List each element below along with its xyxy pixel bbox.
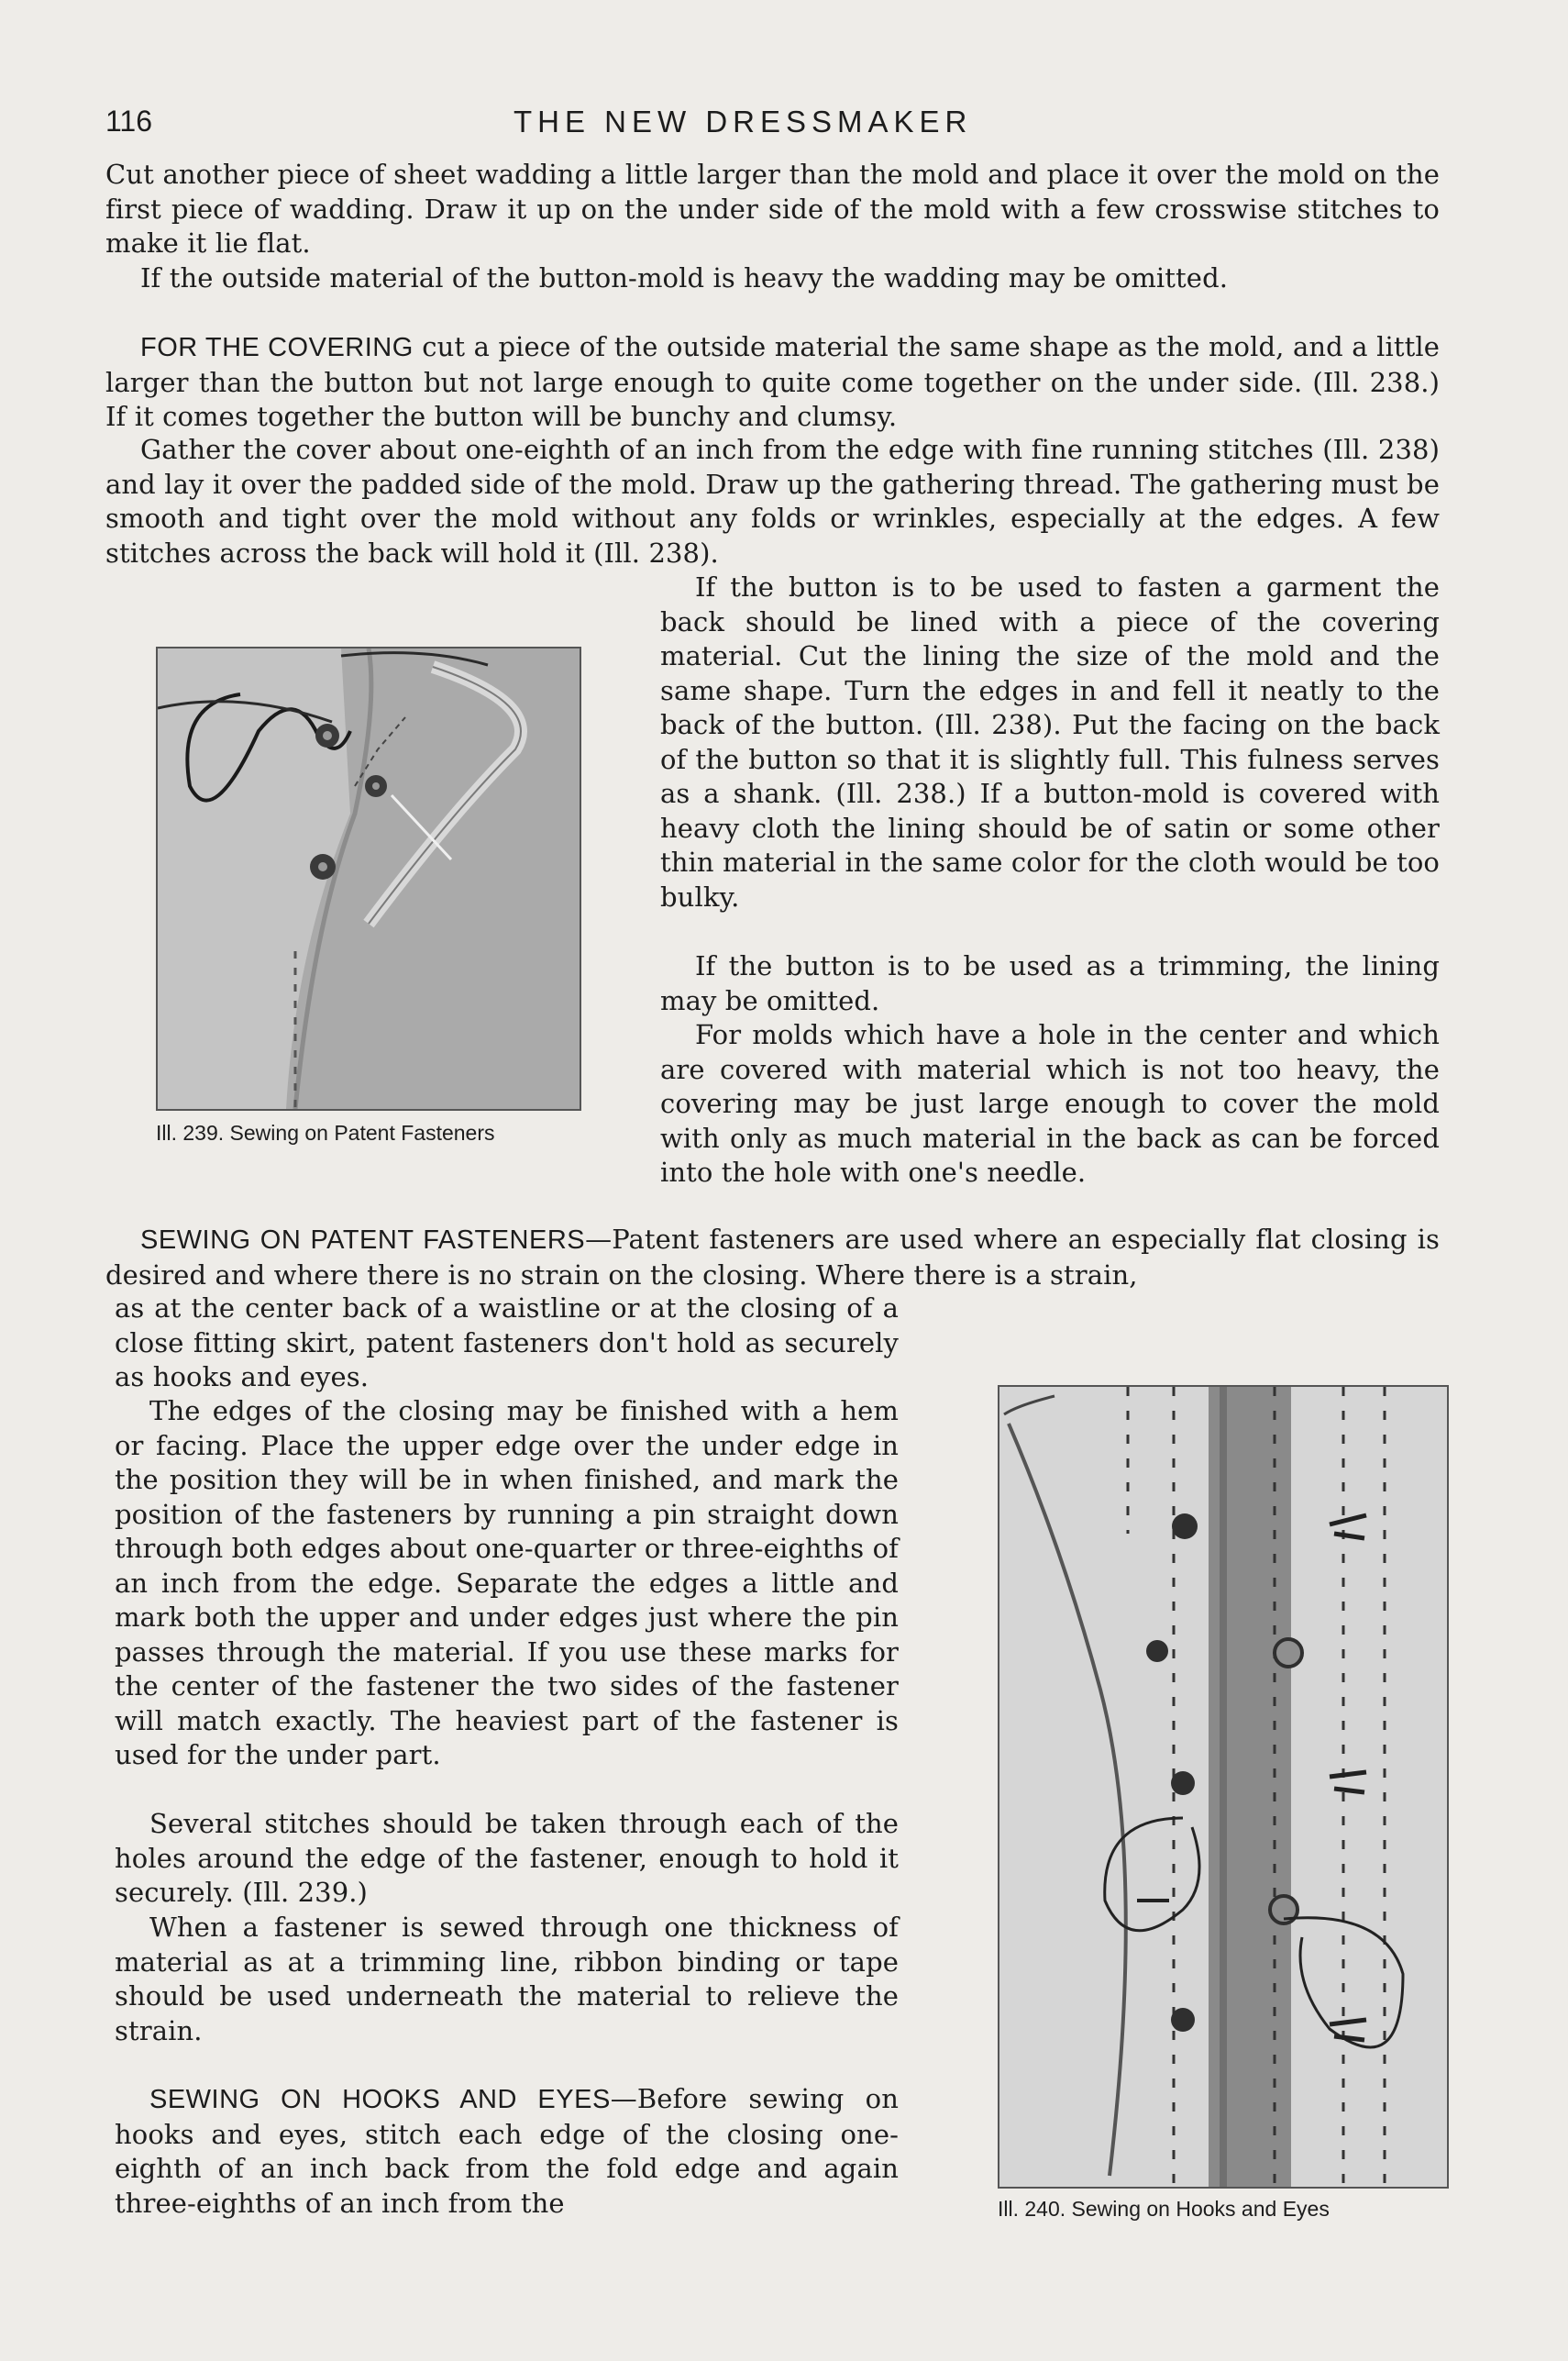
heading-hooks-and-eyes: SEWING ON HOOKS AND EYES <box>149 2085 611 2114</box>
paragraph-button-fasten: If the button is to be used to fasten a garment the back should be lined with a piece of the covering material. Cut the lining the size of the mold and the same shape. Turn the edges in and fell it neatly to the back of the button. (Ill. 238). Put the facing on the back of the button so that it is slightly full. This fulness serves as a shank. (Ill. 238.) If a button-mold is covered with heavy cloth the lining should be of satin or some other thin material in the same color for the cloth would be too bulky. <box>660 571 1440 913</box>
paragraph-button-trimming: If the button is to be used as a trimming, the lining may be omitted. <box>660 950 1440 1016</box>
paragraph-closing-edges: The edges of the closing may be finished with a hem or facing. Place the upper edge over the under edge in the position they will be in when finished, and mark the position of the fasteners by running a pin straight down through both edges about one-quarter or three-eighths of an inch from the edge. Separate the edges a little and mark both the upper and under edges just where the pin passes through the material. If you use these marks for the center of the fastener the two sides of the fastener will match exactly. The heaviest part of the fastener is used for the under part. <box>115 1395 899 1770</box>
paragraph-wadding: Cut another piece of sheet wadding a little larger than the mold and place it over the mold on the first piece of wadding. Draw it up on the under side of the mold with a few crosswise stitches to make it lie flat. <box>105 159 1440 259</box>
hooks-and-eyes-illustration <box>999 1387 1447 2187</box>
figure-239-photo <box>156 647 581 1111</box>
figure-239-caption: Ill. 239. Sewing on Patent Fasteners <box>156 1121 495 1145</box>
figure-240-photo <box>998 1385 1449 2189</box>
paragraph-covering <box>105 330 1440 435</box>
paragraph-wadding-omitted: If the outside material of the button-mold is heavy the wadding may be omitted. <box>140 262 1229 294</box>
paragraph-hooks-and-eyes <box>115 2082 899 2221</box>
paragraph-several-stitches: Several stitches should be taken through each of the holes around the edge of the fastener, enough to hold it securely. (Ill. 239.) <box>115 1808 899 1908</box>
paragraph-patent-fasteners-text: —Patent fasteners are used where an especially flat closing is desired and where there is no strain on the closing. Where there is a strain, <box>105 1224 1440 1291</box>
paragraph-molds-with-hole: For molds which have a hole in the center and which are covered with material which is not too heavy, the covering may be just large enough to cover the mold with only as much material in the back as can be forced into the hole with one's needle. <box>660 1019 1440 1188</box>
heading-patent-fasteners: SEWING ON PATENT FASTENERS <box>140 1225 586 1255</box>
paragraph-patent-fasteners-cont: as at the center back of a waistline or at the closing of a close fitting skirt, patent fasteners don't hold as securely as hooks and eyes. <box>115 1292 899 1392</box>
paragraph-patent-fasteners <box>105 1223 1440 1292</box>
page-number: 116 <box>105 105 153 138</box>
running-title: THE NEW DRESSMAKER <box>513 105 973 139</box>
paragraph-hooks-and-eyes-text: —Before sewing on hooks and eyes, stitch each edge of the closing one-eighth of an inch back from the fold edge and again three-eighths of an inch from the <box>115 2083 899 2219</box>
heading-covering: FOR THE COVERING <box>140 333 414 362</box>
paragraph-one-thickness: When a fastener is sewed through one thickness of material as at a trimming line, ribbon binding or tape should be used underneath the material to relieve the strain. <box>115 1912 899 2046</box>
figure-240-caption: Ill. 240. Sewing on Hooks and Eyes <box>998 2197 1330 2221</box>
paragraph-gather-cover: Gather the cover about one-eighth of an inch from the edge with fine running stitches (Ill. 238) and lay it over the padded side of the mold. Draw up the gathering thread. The gathering must be smooth and tight over the mold without any folds or wrinkles, especially at the edges. A few stitches across the back will hold it (Ill. 238). <box>105 434 1440 569</box>
paragraph-covering-text: cut a piece of the outside material the same shape as the mold, and a little larger than the button but not large enough to quite come together on the under side. (Ill. 238.) If it comes together the button will be bunchy and clumsy. <box>105 331 1440 432</box>
patent-fastener-illustration <box>158 648 580 1109</box>
